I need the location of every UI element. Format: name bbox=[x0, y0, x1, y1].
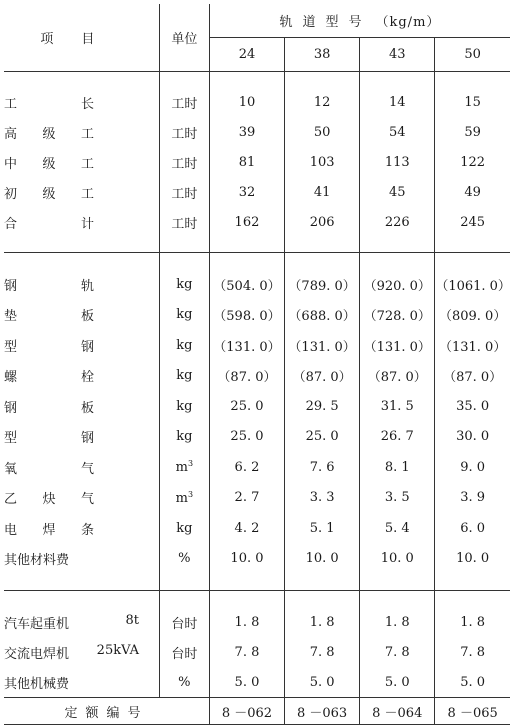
row-name-text bbox=[4, 458, 94, 477]
row-unit: kg bbox=[159, 269, 209, 300]
value-cell: （87. 0） bbox=[360, 361, 435, 392]
value-cell: 32 bbox=[209, 177, 284, 207]
header-rail-type-label: 轨道型号 bbox=[279, 15, 372, 30]
value-cell: 1. 8 bbox=[285, 607, 360, 637]
spacer-row bbox=[4, 72, 510, 88]
row-name-char: 初 bbox=[4, 186, 18, 202]
row-name-char: 栓 bbox=[80, 370, 94, 386]
row-name-char: 工 bbox=[80, 156, 94, 172]
value-cell: 3. 9 bbox=[460, 490, 486, 506]
labour-row bbox=[4, 147, 510, 177]
material-row bbox=[4, 483, 510, 514]
value-cell: 14 bbox=[360, 87, 435, 117]
value-cell: （1061. 0） bbox=[435, 278, 511, 294]
spacer-cell bbox=[360, 253, 435, 270]
row-name-char: 氧 bbox=[4, 461, 18, 477]
machine-name bbox=[4, 673, 139, 692]
value-cell: 5. 0 bbox=[209, 667, 284, 698]
row-unit: 台时 bbox=[159, 607, 209, 637]
value-cell: 2. 7 bbox=[209, 483, 284, 514]
value-cell: 206 bbox=[285, 207, 360, 237]
row-name bbox=[4, 667, 159, 698]
header-col-50: 50 bbox=[435, 38, 510, 72]
row-name-char: 垫 bbox=[4, 309, 18, 325]
row-name-char: 级 bbox=[42, 186, 56, 202]
material-row bbox=[4, 391, 510, 422]
quota-code: 8 －062 bbox=[209, 698, 284, 725]
row-name-char: 炔 bbox=[42, 492, 56, 508]
value-cell: 59 bbox=[464, 124, 481, 140]
row-name bbox=[4, 422, 159, 453]
row-unit: 台时 bbox=[159, 637, 209, 667]
value-cell: 3. 3 bbox=[285, 483, 360, 514]
header-col-38: 38 bbox=[285, 38, 360, 72]
header-row-group bbox=[4, 4, 510, 38]
row-name-text bbox=[4, 123, 94, 142]
row-name bbox=[4, 391, 159, 422]
material-row bbox=[4, 513, 510, 544]
row-name-char: 级 bbox=[42, 156, 56, 172]
row-name-char: 型 bbox=[4, 431, 18, 447]
row-name-char: 钢 bbox=[4, 278, 18, 294]
value-cell: （504. 0） bbox=[209, 269, 284, 300]
row-name-char: 中 bbox=[4, 156, 18, 172]
spacer-row bbox=[4, 253, 510, 270]
value-cell: 31. 5 bbox=[360, 391, 435, 422]
material-row bbox=[4, 361, 510, 392]
value-cell: 5. 1 bbox=[285, 513, 360, 544]
row-unit: kg bbox=[159, 391, 209, 422]
row-unit: % bbox=[159, 544, 209, 575]
row-name bbox=[4, 87, 159, 117]
spacer-cell bbox=[285, 591, 360, 608]
value-cell: 1. 8 bbox=[209, 607, 284, 637]
machine-type: 交流电焊机 bbox=[4, 646, 70, 662]
spacer-cell bbox=[159, 72, 209, 88]
value-cell: 122 bbox=[460, 154, 486, 170]
machine-spec: 25kVA bbox=[96, 642, 139, 658]
row-name-char: 板 bbox=[80, 400, 94, 416]
machine-type: 汽车起重机 bbox=[4, 616, 70, 632]
row-name-char: 钢 bbox=[4, 400, 18, 416]
value-cell: 10. 0 bbox=[360, 544, 435, 575]
row-name bbox=[4, 269, 159, 300]
spacer-cell bbox=[4, 574, 159, 591]
value-cell: 4. 2 bbox=[209, 513, 284, 544]
value-cell: 25. 0 bbox=[209, 391, 284, 422]
value-cell: 113 bbox=[360, 147, 435, 177]
value-cell: （789. 0） bbox=[285, 269, 360, 300]
value-cell: （688. 0） bbox=[285, 300, 360, 331]
value-cell: （920. 0） bbox=[360, 269, 435, 300]
row-name-char: 电 bbox=[4, 522, 18, 538]
row-name-char: 工 bbox=[4, 96, 18, 112]
value-cell: 10 bbox=[209, 87, 284, 117]
row-name-char: 级 bbox=[42, 126, 56, 142]
value-cell: 30. 0 bbox=[456, 429, 490, 445]
spacer-cell bbox=[209, 591, 284, 608]
unit-exponent: 3 bbox=[187, 489, 194, 499]
value-cell: 45 bbox=[360, 177, 435, 207]
value-cell: 25. 0 bbox=[209, 422, 284, 453]
spacer-cell bbox=[285, 72, 360, 88]
spacer-cell bbox=[285, 574, 360, 591]
spacer-cell bbox=[285, 237, 360, 253]
row-name-text bbox=[4, 275, 94, 294]
value-cell: 7. 8 bbox=[285, 637, 360, 667]
material-row bbox=[4, 452, 510, 483]
spacer-row bbox=[4, 574, 510, 591]
value-cell: 26. 7 bbox=[360, 422, 435, 453]
row-unit: % bbox=[159, 667, 209, 698]
row-name-char: 计 bbox=[80, 216, 94, 232]
spacer-row bbox=[4, 591, 510, 608]
labour-row bbox=[4, 207, 510, 237]
value-cell: 54 bbox=[360, 117, 435, 147]
spacer-cell bbox=[4, 237, 159, 253]
material-row bbox=[4, 269, 510, 300]
value-cell: 1. 8 bbox=[460, 614, 486, 630]
material-row bbox=[4, 330, 510, 361]
quota-code: 8 －065 bbox=[435, 698, 510, 725]
quota-table bbox=[4, 4, 510, 725]
row-name-text bbox=[4, 488, 94, 507]
value-cell: 3. 5 bbox=[360, 483, 435, 514]
spacer-cell bbox=[159, 574, 209, 591]
spacer-cell bbox=[435, 72, 510, 88]
row-name: 其他材料费 bbox=[4, 544, 159, 575]
row-unit: kg bbox=[159, 422, 209, 453]
value-cell: 10. 0 bbox=[456, 551, 490, 567]
row-name-text bbox=[4, 397, 94, 416]
spacer-cell bbox=[435, 574, 510, 591]
row-name-text bbox=[4, 153, 94, 172]
machinery-row bbox=[4, 667, 510, 698]
value-cell: 6. 0 bbox=[460, 520, 486, 536]
row-name-text bbox=[4, 93, 94, 112]
value-cell: 5. 0 bbox=[460, 674, 486, 690]
row-name-char: 工 bbox=[80, 126, 94, 142]
row-name bbox=[4, 637, 159, 667]
value-cell: （131. 0） bbox=[438, 339, 507, 355]
value-cell: 25. 0 bbox=[285, 422, 360, 453]
value-cell: 7. 8 bbox=[460, 644, 486, 660]
row-name-char: 轨 bbox=[80, 278, 94, 294]
value-cell: （131. 0） bbox=[360, 330, 435, 361]
row-name-char: 长 bbox=[80, 96, 94, 112]
spacer-cell bbox=[360, 237, 435, 253]
machine-type: 其他机械费 bbox=[4, 676, 70, 692]
value-cell: 15 bbox=[464, 94, 481, 110]
row-name-char: 工 bbox=[80, 186, 94, 202]
unit-exponent: 3 bbox=[187, 459, 194, 469]
material-row bbox=[4, 544, 510, 575]
spacer-cell bbox=[360, 574, 435, 591]
row-unit: kg bbox=[159, 330, 209, 361]
value-cell: （728. 0） bbox=[360, 300, 435, 331]
row-unit: 工时 bbox=[159, 177, 209, 207]
value-cell: （131. 0） bbox=[285, 330, 360, 361]
value-cell: 5. 0 bbox=[360, 667, 435, 698]
row-unit: kg bbox=[159, 300, 209, 331]
row-name-char: 乙 bbox=[4, 492, 18, 508]
quota-code: 8 －063 bbox=[285, 698, 360, 725]
value-cell: 7. 8 bbox=[209, 637, 284, 667]
value-cell: 10. 0 bbox=[285, 544, 360, 575]
value-cell: 50 bbox=[285, 117, 360, 147]
value-cell: 8. 1 bbox=[360, 452, 435, 483]
header-col-43: 43 bbox=[360, 38, 435, 72]
value-cell: 39 bbox=[209, 117, 284, 147]
header-col-24: 24 bbox=[209, 38, 284, 72]
spacer-row bbox=[4, 237, 510, 253]
row-unit: 工时 bbox=[159, 207, 209, 237]
spacer-cell bbox=[360, 72, 435, 88]
spacer-cell bbox=[360, 591, 435, 608]
machinery-row bbox=[4, 637, 510, 667]
spacer-cell bbox=[435, 253, 510, 270]
row-name-text bbox=[4, 427, 94, 446]
value-cell: （598. 0） bbox=[209, 300, 284, 331]
row-name-char: 钢 bbox=[80, 431, 94, 447]
spacer-cell bbox=[285, 253, 360, 270]
row-unit: 工时 bbox=[159, 147, 209, 177]
machine-name bbox=[4, 613, 139, 632]
row-name-char: 板 bbox=[80, 309, 94, 325]
material-row bbox=[4, 422, 510, 453]
row-name-text bbox=[4, 336, 94, 355]
row-name-char: 气 bbox=[80, 492, 94, 508]
value-cell: 6. 2 bbox=[209, 452, 284, 483]
row-name-text bbox=[4, 213, 94, 232]
value-cell: 162 bbox=[209, 207, 284, 237]
row-unit: kg bbox=[159, 513, 209, 544]
row-name-text bbox=[4, 366, 94, 385]
value-cell: 7. 8 bbox=[360, 637, 435, 667]
value-cell: 7. 6 bbox=[285, 452, 360, 483]
row-name-char: 气 bbox=[80, 461, 94, 477]
row-name-char: 钢 bbox=[80, 339, 94, 355]
row-name bbox=[4, 607, 159, 637]
value-cell: （131. 0） bbox=[209, 330, 284, 361]
row-name-char: 合 bbox=[4, 216, 18, 232]
row-name bbox=[4, 117, 159, 147]
quota-number-row bbox=[4, 698, 510, 725]
quota-number-label: 定额编号 bbox=[4, 698, 209, 725]
spacer-cell bbox=[159, 253, 209, 270]
row-name bbox=[4, 207, 159, 237]
spacer-cell bbox=[159, 591, 209, 608]
unit-base: m bbox=[175, 460, 188, 476]
labour-row bbox=[4, 117, 510, 147]
row-name bbox=[4, 177, 159, 207]
value-cell: 41 bbox=[285, 177, 360, 207]
value-cell: 10. 0 bbox=[209, 544, 284, 575]
row-unit bbox=[159, 483, 209, 514]
spacer-cell bbox=[159, 237, 209, 253]
spacer-cell bbox=[435, 591, 510, 608]
row-name bbox=[4, 330, 159, 361]
spacer-cell bbox=[209, 237, 284, 253]
machinery-row bbox=[4, 607, 510, 637]
header-item: 项目 bbox=[4, 4, 159, 72]
spacer-cell bbox=[209, 253, 284, 270]
value-cell: （809. 0） bbox=[438, 309, 507, 325]
row-name bbox=[4, 361, 159, 392]
row-name-char: 螺 bbox=[4, 370, 18, 386]
value-cell: 35. 0 bbox=[456, 398, 490, 414]
value-cell: 29. 5 bbox=[285, 391, 360, 422]
row-name-text bbox=[4, 183, 94, 202]
value-cell: 5. 0 bbox=[285, 667, 360, 698]
value-cell: 9. 0 bbox=[460, 459, 486, 475]
row-name-char: 高 bbox=[4, 126, 18, 142]
material-row bbox=[4, 300, 510, 331]
spacer-cell bbox=[4, 591, 159, 608]
labour-row bbox=[4, 87, 510, 117]
value-cell: 103 bbox=[285, 147, 360, 177]
row-name bbox=[4, 300, 159, 331]
value-cell: 49 bbox=[464, 184, 481, 200]
row-name-text bbox=[4, 519, 94, 538]
spacer-cell bbox=[209, 72, 284, 88]
labour-row bbox=[4, 177, 510, 207]
value-cell: （87. 0） bbox=[285, 361, 360, 392]
row-name-text bbox=[4, 305, 94, 324]
machine-spec: 8t bbox=[125, 612, 139, 628]
spacer-cell bbox=[209, 574, 284, 591]
unit-base: m bbox=[175, 490, 188, 506]
row-unit: kg bbox=[159, 361, 209, 392]
value-cell: 1. 8 bbox=[360, 607, 435, 637]
value-cell: 12 bbox=[285, 87, 360, 117]
quota-code: 8 －064 bbox=[360, 698, 435, 725]
header-unit: 单位 bbox=[159, 4, 209, 72]
value-cell: （87. 0） bbox=[209, 361, 284, 392]
row-unit: 工时 bbox=[159, 117, 209, 147]
row-unit bbox=[159, 452, 209, 483]
machine-name bbox=[4, 643, 139, 662]
row-name bbox=[4, 513, 159, 544]
spacer-cell bbox=[435, 237, 510, 253]
row-name bbox=[4, 483, 159, 514]
spacer-cell bbox=[4, 72, 159, 88]
value-cell: （87. 0） bbox=[443, 370, 503, 386]
value-cell: 245 bbox=[460, 214, 486, 230]
row-name-char: 焊 bbox=[42, 522, 56, 538]
row-unit: 工时 bbox=[159, 87, 209, 117]
row-name-char: 型 bbox=[4, 339, 18, 355]
row-name bbox=[4, 147, 159, 177]
spacer-cell bbox=[4, 253, 159, 270]
value-cell: 81 bbox=[209, 147, 284, 177]
header-rail-type-unit: （kg/m） bbox=[375, 15, 441, 30]
row-name bbox=[4, 452, 159, 483]
value-cell: 5. 4 bbox=[360, 513, 435, 544]
row-name-char: 条 bbox=[80, 522, 94, 538]
value-cell: 226 bbox=[360, 207, 435, 237]
header-rail-type bbox=[209, 4, 510, 38]
